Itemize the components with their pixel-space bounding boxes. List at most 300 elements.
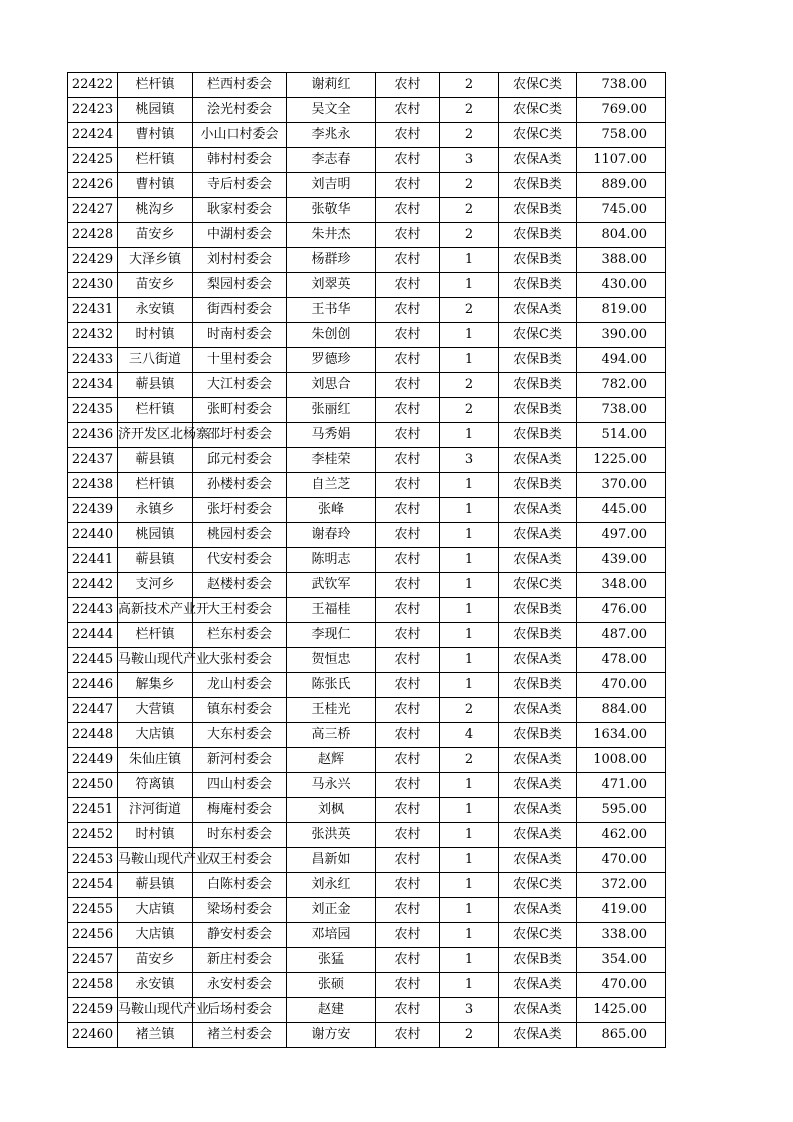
area-type-cell: 农村 (376, 123, 440, 148)
insurance-category-cell: 农保B类 (499, 473, 577, 498)
area-type-cell: 农村 (376, 698, 440, 723)
insurance-category-cell: 农保A类 (499, 523, 577, 548)
village-committee-cell: 双王村委会 (193, 848, 287, 873)
insurance-category-cell: 农保C类 (499, 923, 577, 948)
person-name-cell: 朱井杰 (287, 223, 376, 248)
household-count-cell: 1 (440, 623, 499, 648)
town-cell: 大营镇 (118, 698, 193, 723)
table-row (68, 223, 666, 248)
town-cell: 褚兰镇 (118, 1023, 193, 1048)
area-type-cell: 农村 (376, 348, 440, 373)
household-count-cell: 1 (440, 473, 499, 498)
insurance-category-cell: 农保B类 (499, 248, 577, 273)
record-id-cell: 22440 (68, 523, 118, 548)
person-name-cell: 陈张氏 (287, 673, 376, 698)
town-cell: 桃园镇 (118, 523, 193, 548)
record-id-cell: 22459 (68, 998, 118, 1023)
insurance-category-cell: 农保A类 (499, 748, 577, 773)
amount-cell: 338.00 (577, 923, 666, 948)
table-row (68, 773, 666, 798)
amount-cell: 471.00 (577, 773, 666, 798)
village-committee-cell: 孙楼村委会 (193, 473, 287, 498)
record-id-cell: 22431 (68, 298, 118, 323)
person-name-cell: 朱创创 (287, 323, 376, 348)
town-cell: 大泽乡镇 (118, 248, 193, 273)
household-count-cell: 2 (440, 98, 499, 123)
area-type-cell: 农村 (376, 1023, 440, 1048)
area-type-cell: 农村 (376, 873, 440, 898)
village-committee-cell: 四山村委会 (193, 773, 287, 798)
household-count-cell: 1 (440, 348, 499, 373)
village-committee-cell: 新河村委会 (193, 748, 287, 773)
record-id-cell: 22435 (68, 398, 118, 423)
area-type-cell: 农村 (376, 523, 440, 548)
person-name-cell: 刘正金 (287, 898, 376, 923)
town-cell: 大店镇 (118, 923, 193, 948)
insurance-category-cell: 农保B类 (499, 348, 577, 373)
area-type-cell: 农村 (376, 923, 440, 948)
record-id-cell: 22428 (68, 223, 118, 248)
village-committee-cell: 韩村村委会 (193, 148, 287, 173)
town-cell: 大店镇 (118, 723, 193, 748)
table-row (68, 98, 666, 123)
area-type-cell: 农村 (376, 398, 440, 423)
town-cell: 曹村镇 (118, 123, 193, 148)
amount-cell: 1634.00 (577, 723, 666, 748)
town-cell: 蕲县镇 (118, 448, 193, 473)
household-count-cell: 3 (440, 998, 499, 1023)
table-row (68, 998, 666, 1023)
insurance-category-cell: 农保B类 (499, 948, 577, 973)
amount-cell: 372.00 (577, 873, 666, 898)
village-committee-cell: 张圩村委会 (193, 498, 287, 523)
amount-cell: 470.00 (577, 848, 666, 873)
household-count-cell: 2 (440, 398, 499, 423)
area-type-cell: 农村 (376, 323, 440, 348)
insurance-category-cell: 农保A类 (499, 848, 577, 873)
table-row (68, 173, 666, 198)
insurance-category-cell: 农保C类 (499, 98, 577, 123)
insurance-category-cell: 农保B类 (499, 723, 577, 748)
household-count-cell: 3 (440, 448, 499, 473)
record-id-cell: 22423 (68, 98, 118, 123)
area-type-cell: 农村 (376, 598, 440, 623)
village-committee-cell: 龙山村委会 (193, 673, 287, 698)
area-type-cell: 农村 (376, 623, 440, 648)
area-type-cell: 农村 (376, 423, 440, 448)
amount-cell: 1425.00 (577, 998, 666, 1023)
town-cell: 马鞍山现代产业 (118, 648, 193, 673)
amount-cell: 738.00 (577, 398, 666, 423)
insurance-category-cell: 农保B类 (499, 373, 577, 398)
amount-cell: 758.00 (577, 123, 666, 148)
household-count-cell: 2 (440, 698, 499, 723)
town-cell: 三八街道 (118, 348, 193, 373)
area-type-cell: 农村 (376, 298, 440, 323)
area-type-cell: 农村 (376, 998, 440, 1023)
table-row (68, 748, 666, 773)
area-type-cell: 农村 (376, 898, 440, 923)
village-committee-cell: 耿家村委会 (193, 198, 287, 223)
amount-cell: 494.00 (577, 348, 666, 373)
area-type-cell: 农村 (376, 773, 440, 798)
town-cell: 苗安乡 (118, 273, 193, 298)
village-committee-cell: 桃园村委会 (193, 523, 287, 548)
table-row (68, 198, 666, 223)
village-committee-cell: 栏西村委会 (193, 73, 287, 98)
person-name-cell: 刘思合 (287, 373, 376, 398)
village-committee-cell: 寺后村委会 (193, 173, 287, 198)
amount-cell: 782.00 (577, 373, 666, 398)
person-name-cell: 谢春玲 (287, 523, 376, 548)
table-row (68, 723, 666, 748)
table-row (68, 448, 666, 473)
household-count-cell: 4 (440, 723, 499, 748)
town-cell: 栏杆镇 (118, 73, 193, 98)
village-committee-cell: 赵楼村委会 (193, 573, 287, 598)
household-count-cell: 1 (440, 823, 499, 848)
town-cell: 栏杆镇 (118, 398, 193, 423)
amount-cell: 370.00 (577, 473, 666, 498)
table-row (68, 923, 666, 948)
village-committee-cell: 代安村委会 (193, 548, 287, 573)
table-row (68, 798, 666, 823)
person-name-cell: 李志春 (287, 148, 376, 173)
town-cell: 解集乡 (118, 673, 193, 698)
record-id-cell: 22457 (68, 948, 118, 973)
town-cell: 蕲县镇 (118, 548, 193, 573)
area-type-cell: 农村 (376, 98, 440, 123)
table-row (68, 498, 666, 523)
amount-cell: 445.00 (577, 498, 666, 523)
village-committee-cell: 邵圩村委会 (193, 423, 287, 448)
amount-cell: 1008.00 (577, 748, 666, 773)
town-cell: 桃园镇 (118, 98, 193, 123)
record-id-cell: 22445 (68, 648, 118, 673)
village-committee-cell: 时南村委会 (193, 323, 287, 348)
person-name-cell: 张洪英 (287, 823, 376, 848)
town-cell: 永安镇 (118, 298, 193, 323)
household-count-cell: 2 (440, 298, 499, 323)
amount-cell: 388.00 (577, 248, 666, 273)
table-row (68, 248, 666, 273)
village-committee-cell: 张町村委会 (193, 398, 287, 423)
record-id-cell: 22437 (68, 448, 118, 473)
record-id-cell: 22446 (68, 673, 118, 698)
household-count-cell: 1 (440, 873, 499, 898)
person-name-cell: 赵建 (287, 998, 376, 1023)
household-count-cell: 1 (440, 948, 499, 973)
insurance-category-cell: 农保A类 (499, 148, 577, 173)
household-count-cell: 2 (440, 73, 499, 98)
area-type-cell: 农村 (376, 473, 440, 498)
person-name-cell: 邓培园 (287, 923, 376, 948)
town-cell: 支河乡 (118, 573, 193, 598)
person-name-cell: 刘永红 (287, 873, 376, 898)
table-row (68, 823, 666, 848)
village-committee-cell: 大王村委会 (193, 598, 287, 623)
table-row (68, 1023, 666, 1048)
person-name-cell: 罗德珍 (287, 348, 376, 373)
amount-cell: 769.00 (577, 98, 666, 123)
record-id-cell: 22451 (68, 798, 118, 823)
insurance-category-cell: 农保B类 (499, 223, 577, 248)
area-type-cell: 农村 (376, 748, 440, 773)
household-count-cell: 1 (440, 423, 499, 448)
town-cell: 永镇乡 (118, 498, 193, 523)
record-id-cell: 22441 (68, 548, 118, 573)
person-name-cell: 昌新如 (287, 848, 376, 873)
amount-cell: 497.00 (577, 523, 666, 548)
household-count-cell: 1 (440, 798, 499, 823)
area-type-cell: 农村 (376, 948, 440, 973)
village-committee-cell: 新庄村委会 (193, 948, 287, 973)
insurance-category-cell: 农保C类 (499, 123, 577, 148)
insurance-category-cell: 农保A类 (499, 548, 577, 573)
amount-cell: 354.00 (577, 948, 666, 973)
table-row (68, 548, 666, 573)
person-name-cell: 吴文全 (287, 98, 376, 123)
table-row (68, 273, 666, 298)
area-type-cell: 农村 (376, 798, 440, 823)
person-name-cell: 王书华 (287, 298, 376, 323)
table-row (68, 373, 666, 398)
record-id-cell: 22438 (68, 473, 118, 498)
table-row (68, 948, 666, 973)
village-committee-cell: 中湖村委会 (193, 223, 287, 248)
person-name-cell: 李兆永 (287, 123, 376, 148)
table-row (68, 623, 666, 648)
person-name-cell: 谢莉红 (287, 73, 376, 98)
insurance-category-cell: 农保A类 (499, 1023, 577, 1048)
record-id-cell: 22447 (68, 698, 118, 723)
person-name-cell: 自兰芝 (287, 473, 376, 498)
household-count-cell: 2 (440, 173, 499, 198)
table-row (68, 398, 666, 423)
amount-cell: 745.00 (577, 198, 666, 223)
village-committee-cell: 永安村委会 (193, 973, 287, 998)
town-cell: 汴河街道 (118, 798, 193, 823)
insurance-category-cell: 农保B类 (499, 198, 577, 223)
person-name-cell: 王桂光 (287, 698, 376, 723)
town-cell: 苗安乡 (118, 223, 193, 248)
insurance-category-cell: 农保C类 (499, 323, 577, 348)
table-row (68, 598, 666, 623)
insurance-category-cell: 农保A类 (499, 973, 577, 998)
insurance-category-cell: 农保B类 (499, 173, 577, 198)
insurance-category-cell: 农保C类 (499, 873, 577, 898)
insurance-category-cell: 农保A类 (499, 898, 577, 923)
table-row (68, 648, 666, 673)
amount-cell: 487.00 (577, 623, 666, 648)
insurance-category-cell: 农保B类 (499, 273, 577, 298)
village-committee-cell: 街西村委会 (193, 298, 287, 323)
town-cell: 桃沟乡 (118, 198, 193, 223)
village-committee-cell: 栏东村委会 (193, 623, 287, 648)
village-committee-cell: 梅庵村委会 (193, 798, 287, 823)
area-type-cell: 农村 (376, 73, 440, 98)
insurance-category-cell: 农保A类 (499, 823, 577, 848)
town-cell: 曹村镇 (118, 173, 193, 198)
record-id-cell: 22443 (68, 598, 118, 623)
area-type-cell: 农村 (376, 373, 440, 398)
village-committee-cell: 时东村委会 (193, 823, 287, 848)
table-row (68, 523, 666, 548)
area-type-cell: 农村 (376, 723, 440, 748)
village-committee-cell: 大江村委会 (193, 373, 287, 398)
town-cell: 时村镇 (118, 823, 193, 848)
person-name-cell: 贺恒忠 (287, 648, 376, 673)
town-cell: 栏杆镇 (118, 623, 193, 648)
record-id-cell: 22436 (68, 423, 118, 448)
person-name-cell: 张敬华 (287, 198, 376, 223)
amount-cell: 595.00 (577, 798, 666, 823)
village-committee-cell: 梁场村委会 (193, 898, 287, 923)
record-id-cell: 22442 (68, 573, 118, 598)
area-type-cell: 农村 (376, 548, 440, 573)
area-type-cell: 农村 (376, 173, 440, 198)
insurance-category-cell: 农保B类 (499, 423, 577, 448)
town-cell: 朱仙庄镇 (118, 748, 193, 773)
amount-cell: 478.00 (577, 648, 666, 673)
amount-cell: 804.00 (577, 223, 666, 248)
household-count-cell: 2 (440, 373, 499, 398)
insurance-category-cell: 农保A类 (499, 448, 577, 473)
table-row (68, 298, 666, 323)
record-id-cell: 22432 (68, 323, 118, 348)
person-name-cell: 马永兴 (287, 773, 376, 798)
amount-cell: 738.00 (577, 73, 666, 98)
amount-cell: 865.00 (577, 1023, 666, 1048)
record-id-cell: 22434 (68, 373, 118, 398)
table-row (68, 698, 666, 723)
amount-cell: 470.00 (577, 973, 666, 998)
amount-cell: 430.00 (577, 273, 666, 298)
person-name-cell: 李桂荣 (287, 448, 376, 473)
record-id-cell: 22455 (68, 898, 118, 923)
table-row (68, 673, 666, 698)
area-type-cell: 农村 (376, 498, 440, 523)
area-type-cell: 农村 (376, 223, 440, 248)
table-row (68, 573, 666, 598)
household-count-cell: 1 (440, 323, 499, 348)
table-row (68, 873, 666, 898)
person-name-cell: 张峰 (287, 498, 376, 523)
area-type-cell: 农村 (376, 823, 440, 848)
amount-cell: 819.00 (577, 298, 666, 323)
household-count-cell: 1 (440, 898, 499, 923)
record-id-cell: 22426 (68, 173, 118, 198)
area-type-cell: 农村 (376, 573, 440, 598)
household-count-cell: 1 (440, 648, 499, 673)
insurance-category-cell: 农保B类 (499, 398, 577, 423)
record-id-cell: 22456 (68, 923, 118, 948)
person-name-cell: 杨群珍 (287, 248, 376, 273)
town-cell: 永安镇 (118, 973, 193, 998)
amount-cell: 884.00 (577, 698, 666, 723)
village-committee-cell: 邱元村委会 (193, 448, 287, 473)
village-committee-cell: 大张村委会 (193, 648, 287, 673)
amount-cell: 1107.00 (577, 148, 666, 173)
person-name-cell: 陈明志 (287, 548, 376, 573)
amount-cell: 419.00 (577, 898, 666, 923)
person-name-cell: 张丽红 (287, 398, 376, 423)
insurance-category-cell: 农保A类 (499, 998, 577, 1023)
insurance-category-cell: 农保A类 (499, 773, 577, 798)
household-count-cell: 1 (440, 548, 499, 573)
amount-cell: 514.00 (577, 423, 666, 448)
household-count-cell: 1 (440, 273, 499, 298)
record-id-cell: 22433 (68, 348, 118, 373)
village-committee-cell: 镇东村委会 (193, 698, 287, 723)
household-count-cell: 1 (440, 923, 499, 948)
record-id-cell: 22452 (68, 823, 118, 848)
amount-cell: 476.00 (577, 598, 666, 623)
town-cell: 大店镇 (118, 898, 193, 923)
record-id-cell: 22444 (68, 623, 118, 648)
table-row (68, 323, 666, 348)
amount-cell: 390.00 (577, 323, 666, 348)
record-id-cell: 22424 (68, 123, 118, 148)
village-committee-cell: 白陈村委会 (193, 873, 287, 898)
amount-cell: 1225.00 (577, 448, 666, 473)
household-count-cell: 1 (440, 248, 499, 273)
household-count-cell: 1 (440, 848, 499, 873)
household-count-cell: 1 (440, 973, 499, 998)
person-name-cell: 张硕 (287, 973, 376, 998)
town-cell: 高新技术产业开 (118, 598, 193, 623)
village-committee-cell: 后场村委会 (193, 998, 287, 1023)
village-committee-cell: 刘村村委会 (193, 248, 287, 273)
person-name-cell: 刘枫 (287, 798, 376, 823)
insurance-category-cell: 农保A类 (499, 798, 577, 823)
household-count-cell: 2 (440, 748, 499, 773)
table-row (68, 898, 666, 923)
household-count-cell: 1 (440, 773, 499, 798)
area-type-cell: 农村 (376, 648, 440, 673)
insurance-category-cell: 农保A类 (499, 698, 577, 723)
table-row (68, 973, 666, 998)
amount-cell: 889.00 (577, 173, 666, 198)
village-committee-cell: 小山口村委会 (193, 123, 287, 148)
record-id-cell: 22425 (68, 148, 118, 173)
record-id-cell: 22460 (68, 1023, 118, 1048)
record-id-cell: 22439 (68, 498, 118, 523)
record-id-cell: 22450 (68, 773, 118, 798)
insurance-category-cell: 农保C类 (499, 573, 577, 598)
village-committee-cell: 梨园村委会 (193, 273, 287, 298)
person-name-cell: 李现仁 (287, 623, 376, 648)
record-id-cell: 22449 (68, 748, 118, 773)
table-row (68, 73, 666, 98)
area-type-cell: 农村 (376, 848, 440, 873)
insurance-category-cell: 农保A类 (499, 498, 577, 523)
area-type-cell: 农村 (376, 448, 440, 473)
area-type-cell: 农村 (376, 198, 440, 223)
area-type-cell: 农村 (376, 148, 440, 173)
town-cell: 时村镇 (118, 323, 193, 348)
insurance-category-cell: 农保A类 (499, 648, 577, 673)
roster-body (68, 73, 666, 1048)
person-name-cell: 高三桥 (287, 723, 376, 748)
record-id-cell: 22430 (68, 273, 118, 298)
area-type-cell: 农村 (376, 973, 440, 998)
household-count-cell: 1 (440, 498, 499, 523)
person-name-cell: 王福桂 (287, 598, 376, 623)
area-type-cell: 农村 (376, 248, 440, 273)
town-cell: 栏杆镇 (118, 473, 193, 498)
village-committee-cell: 褚兰村委会 (193, 1023, 287, 1048)
